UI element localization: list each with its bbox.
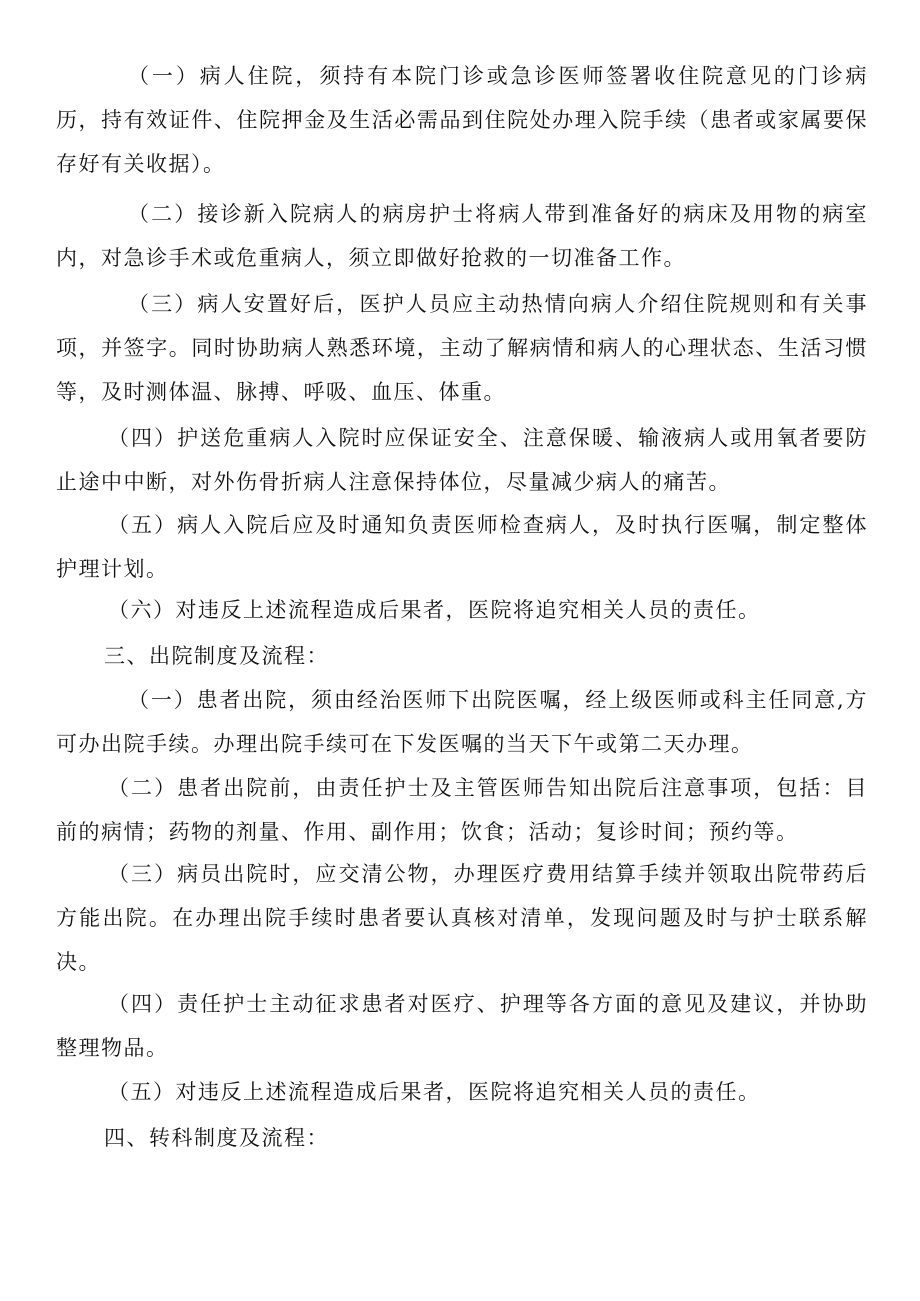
admission-item-6: （六）对违反上述流程造成后果者，医院将追究相关人员的责任。 (108, 598, 761, 622)
discharge-item-4: （四）责任护士主动征求患者对医疗、护理等各方面的意见及建议，并协助整理物品。 (56, 992, 868, 1060)
discharge-item-1: （一）患者出院，须由经治医师下出院医嘱，经上级医师或科主任同意,方可办出院手续。办理出院手续可在下发医嘱的当天下午或第二天办理。 (56, 688, 868, 756)
section-3-title: 三、出院制度及流程： (104, 644, 329, 668)
admission-item-4: （四）护送危重病人入院时应保证安全、注意保暖、输液病人或用氧者要防止途中中断，对外伤骨折病人注意保持体位，尽量减少病人的痛苦。 (56, 426, 868, 494)
discharge-item-5: （五）对违反上述流程造成后果者，医院将追究相关人员的责任。 (108, 1080, 761, 1104)
admission-item-3: （三）病人安置好后，医护人员应主动热情向病人介绍住院规则和有关事项，并签字。同时协助病人熟悉环境，主动了解病情和病人的心理状态、生活习惯等，及时测体温、脉搏、呼吸、血压、体重。 (56, 292, 868, 404)
admission-item-2: （二）接诊新入院病人的病房护士将病人带到准备好的病床及用物的病室内，对急诊手术或危重病人，须立即做好抢救的一切准备工作。 (56, 202, 868, 270)
section-4-title: 四、转科制度及流程： (104, 1126, 329, 1150)
discharge-item-2: （二）患者出院前，由责任护士及主管医师告知出院后注意事项，包括：目前的病情；药物的剂量、作用、副作用；饮食；活动；复诊时间；预约等。 (56, 776, 868, 844)
admission-item-5: （五）病人入院后应及时通知负责医师检查病人，及时执行医嘱，制定整体护理计划。 (56, 513, 868, 581)
admission-item-1: （一）病人住院，须持有本院门诊或急诊医师签署收住院意见的门诊病历，持有效证件、住院押金及生活必需品到住院处办理入院手续（患者或家属要保存好有关收据）。 (56, 64, 868, 176)
discharge-item-3: （三）病员出院时，应交清公物，办理医疗费用结算手续并领取出院带药后方能出院。在办理出院手续时患者要认真核对清单，发现问题及时与护士联系解决。 (56, 862, 868, 974)
